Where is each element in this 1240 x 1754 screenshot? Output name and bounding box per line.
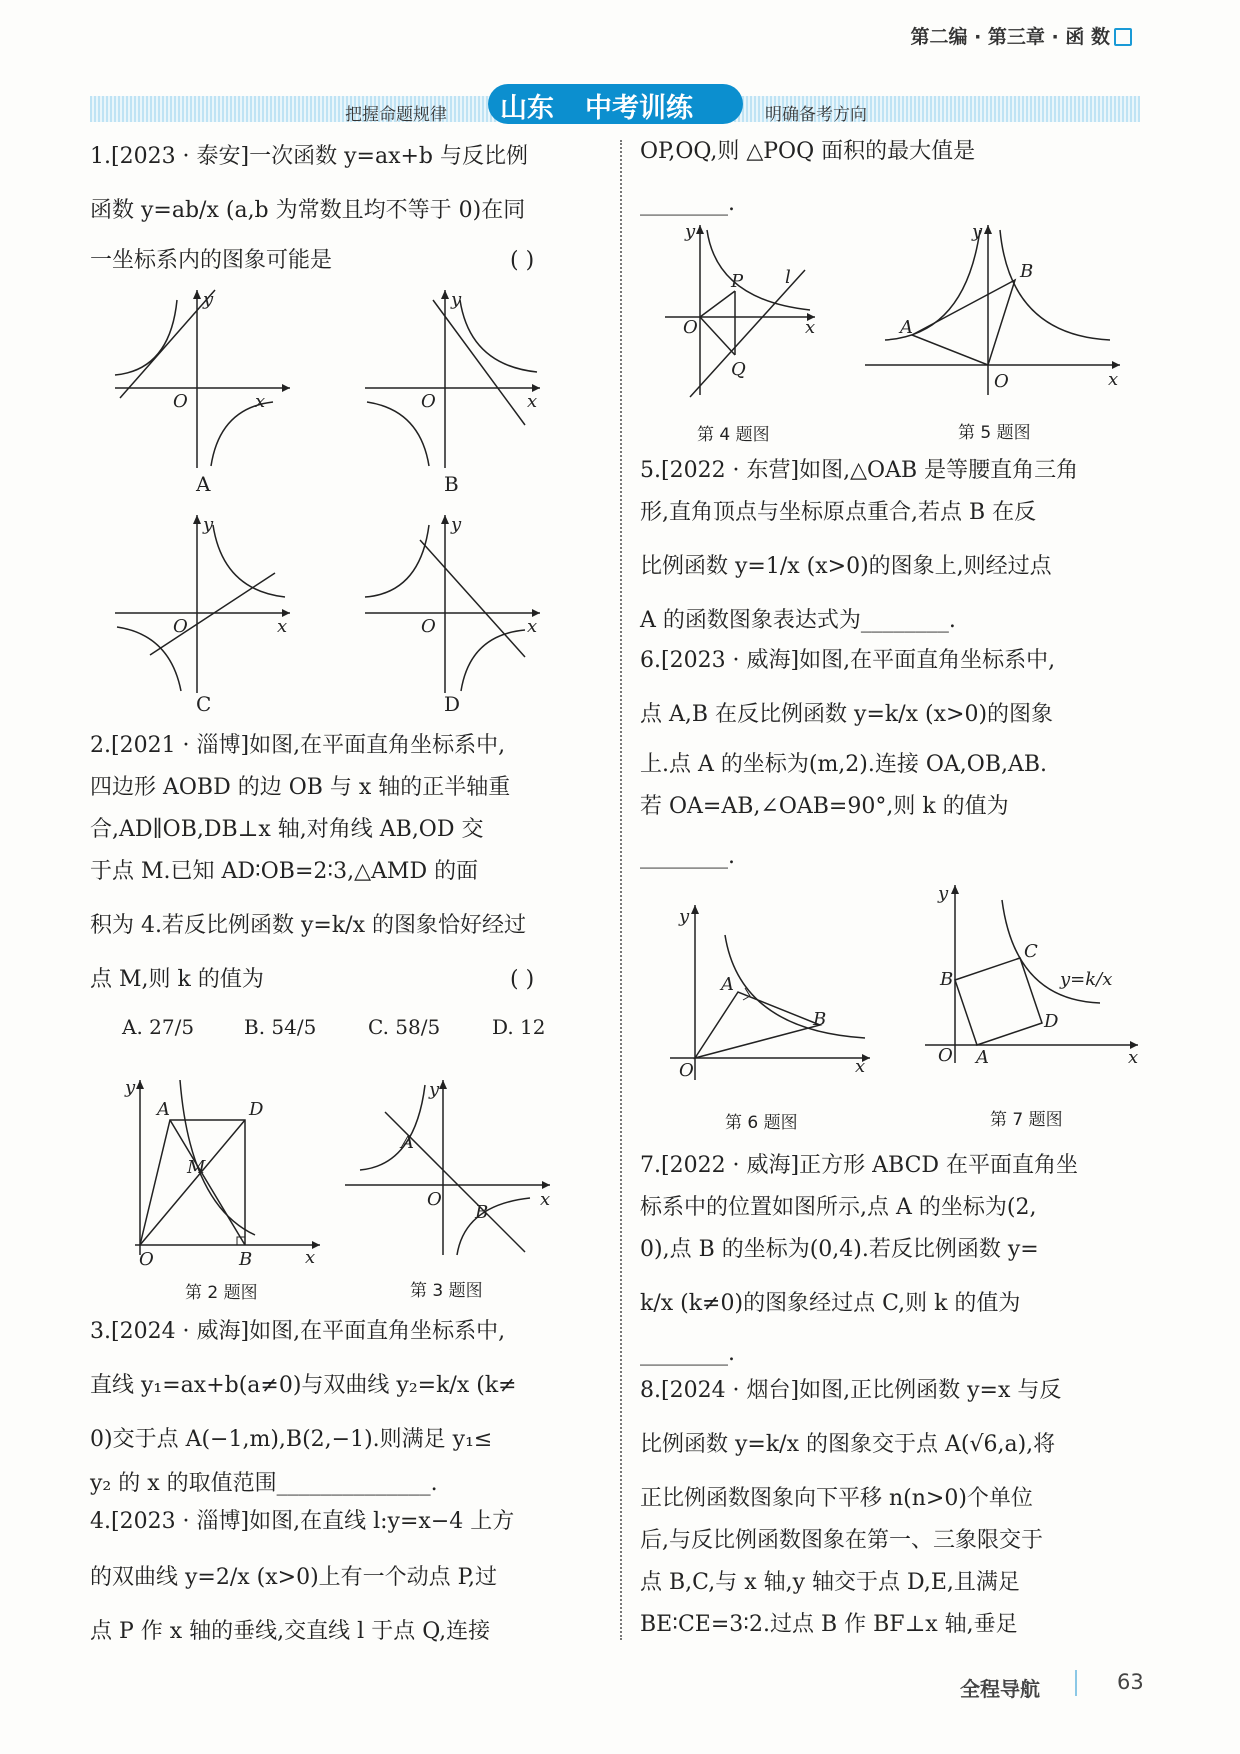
- footer-divider: [1075, 1670, 1077, 1696]
- svg-text:O: O: [679, 1060, 694, 1081]
- q2-line: 四边形 AOBD 的边 OB 与 x 轴的正半轴重: [90, 775, 511, 800]
- svg-text:O: O: [139, 1249, 154, 1270]
- figure-caption-q5: 第 5 题图: [958, 423, 1031, 443]
- svg-text:x: x: [255, 391, 266, 412]
- question-6: [640, 640, 1145, 878]
- q5-line: 5.[2022 · 东营]如图,△OAB 是等腰直角三角: [640, 458, 1079, 483]
- q1-line: 1.[2023 · 泰安]一次函数 y=ax+b 与反比例: [90, 144, 529, 169]
- svg-text:x: x: [305, 1247, 316, 1268]
- graph-option-a: [115, 290, 295, 470]
- svg-text:O: O: [938, 1045, 953, 1066]
- graph-option-c: [115, 515, 295, 695]
- q6-line: 若 OA=AB,∠OAB=90°,则 k 的值为: [640, 794, 1009, 819]
- svg-text:B: B: [940, 969, 954, 990]
- svg-text:B: B: [475, 1202, 489, 1223]
- q8-line: 点 B,C,与 x 轴,y 轴交于点 D,E,且满足: [640, 1570, 1020, 1595]
- q8-line: BE∶CE=3∶2.过点 B 作 BF⊥x 轴,垂足: [640, 1612, 1018, 1637]
- graph-option-d: [365, 515, 545, 695]
- banner-left-text: 把握命题规律: [345, 105, 447, 125]
- figure-caption-q4: 第 4 题图: [697, 425, 770, 445]
- q2-option-c: C. 58/5: [368, 1015, 441, 1039]
- svg-text:M: M: [187, 1157, 206, 1178]
- figure-q2: [125, 1075, 325, 1270]
- svg-text:A: A: [721, 974, 734, 995]
- svg-text:x: x: [527, 391, 538, 412]
- svg-text:x: x: [855, 1056, 866, 1077]
- q2-option-d: D. 12: [492, 1015, 546, 1039]
- figure-q6: [665, 900, 875, 1085]
- column-divider: [620, 140, 622, 1640]
- svg-text:P: P: [731, 271, 744, 292]
- q7-line: k/x (k≠0)的图象经过点 C,则 k 的值为: [640, 1291, 1021, 1316]
- svg-text:y: y: [203, 514, 214, 535]
- page-number: 63: [1117, 1670, 1144, 1694]
- q7-line: ________.: [640, 1341, 735, 1366]
- question-2: [90, 725, 600, 1001]
- svg-text:O: O: [683, 317, 698, 338]
- banner-right-text: 明确备考方向: [765, 105, 867, 125]
- svg-text:A: A: [157, 1099, 170, 1120]
- svg-text:A: A: [976, 1047, 989, 1068]
- q3-line: 直线 y₁=ax+b(a≠0)与双曲线 y₂=k/x (k≠: [90, 1373, 517, 1398]
- question-4-continued: [640, 130, 1145, 226]
- svg-text:y: y: [938, 883, 949, 904]
- figure-q5: [860, 221, 1130, 395]
- q4-line: 点 P 作 x 轴的垂线,交直线 l 于点 Q,连接: [90, 1619, 491, 1644]
- graph-option-b: [365, 290, 545, 470]
- figure-q4: [665, 221, 825, 405]
- q4-line: ________.: [640, 191, 735, 216]
- svg-text:Q: Q: [731, 359, 746, 380]
- svg-text:y: y: [679, 906, 690, 927]
- svg-text:B: B: [813, 1009, 827, 1030]
- svg-text:O: O: [994, 371, 1009, 392]
- q8-line: 比例函数 y=k/x 的图象交于点 A(√6,a),将: [640, 1432, 1056, 1457]
- svg-text:O: O: [421, 616, 436, 637]
- q4-line: OP,OQ,则 △POQ 面积的最大值是: [640, 139, 976, 164]
- q5-line: A 的函数图象表达式为________.: [640, 608, 956, 633]
- svg-text:D: D: [1044, 1011, 1059, 1032]
- svg-text:B: B: [1020, 261, 1034, 282]
- svg-text:O: O: [173, 391, 188, 412]
- q6-line: 6.[2023 · 威海]如图,在平面直角坐标系中,: [640, 648, 1056, 673]
- q2-line: 点 M,则 k 的值为 ( ): [90, 959, 600, 1001]
- option-label-a: A: [196, 472, 211, 496]
- q8-line: 8.[2024 · 烟台]如图,正比例函数 y=x 与反: [640, 1378, 1062, 1403]
- q3-line: 3.[2024 · 威海]如图,在平面直角坐标系中,: [90, 1319, 506, 1344]
- banner-title-2: 中考训练: [585, 93, 693, 124]
- chapter-breadcrumb: 第二编 · 第三章 · 函 数: [910, 26, 1110, 48]
- q2-option-b: B. 54/5: [244, 1015, 317, 1039]
- figure-q3: [345, 1080, 555, 1260]
- svg-text:O: O: [427, 1189, 442, 1210]
- figure-caption-q2: 第 2 题图: [185, 1283, 258, 1303]
- q2-line: 于点 M.已知 AD∶OB=2∶3,△AMD 的面: [90, 859, 479, 884]
- q7-line: 7.[2022 · 威海]正方形 ABCD 在平面直角坐: [640, 1153, 1079, 1178]
- q5-line: 形,直角顶点与坐标原点重合,若点 B 在反: [640, 500, 1037, 525]
- q2-line: 合,AD∥OB,DB⊥x 轴,对角线 AB,OD 交: [90, 817, 484, 842]
- footer-nav: 全程导航: [960, 1677, 1040, 1701]
- svg-text:x: x: [805, 317, 816, 338]
- answer-paren: ( ): [510, 248, 535, 273]
- svg-text:l: l: [785, 267, 791, 288]
- svg-text:O: O: [173, 616, 188, 637]
- banner-title-1: 山东: [500, 93, 554, 124]
- svg-text:y: y: [451, 289, 462, 310]
- q2-line: 2.[2021 · 淄博]如图,在平面直角坐标系中,: [90, 733, 506, 758]
- svg-text:y: y: [203, 289, 214, 310]
- figure-caption-q3: 第 3 题图: [410, 1281, 483, 1301]
- q3-line: 0)交于点 A(−1,m),B(2,−1).则满足 y₁≤: [90, 1427, 493, 1452]
- svg-text:x: x: [540, 1189, 551, 1210]
- figure-caption-q6: 第 6 题图: [725, 1113, 798, 1133]
- svg-text:y: y: [685, 221, 696, 242]
- q4-line: 4.[2023 · 淄博]如图,在直线 l:y=x−4 上方: [90, 1509, 515, 1534]
- svg-text:B: B: [239, 1249, 253, 1270]
- svg-text:D: D: [249, 1099, 264, 1120]
- q5-line: 比例函数 y=1/x (x>0)的图象上,则经过点: [640, 554, 1052, 579]
- svg-text:x: x: [277, 616, 288, 637]
- question-1: [90, 135, 600, 283]
- q7-line: 0),点 B 的坐标为(0,4).若反比例函数 y=: [640, 1237, 1039, 1262]
- question-5: [640, 450, 1145, 642]
- svg-text:A: A: [900, 317, 913, 338]
- q4-line: 的双曲线 y=2/x (x>0)上有一个动点 P,过: [90, 1565, 498, 1590]
- q2-option-a: A. 27/5: [122, 1015, 195, 1039]
- question-8: [640, 1370, 1145, 1646]
- q6-line: ________.: [640, 844, 735, 869]
- svg-text:y: y: [125, 1077, 136, 1098]
- svg-text:x: x: [1108, 369, 1119, 390]
- option-label-c: C: [196, 692, 212, 716]
- question-7: [640, 1145, 1145, 1375]
- check-icon: [1114, 28, 1132, 46]
- svg-text:y: y: [972, 221, 983, 242]
- svg-text:A: A: [401, 1132, 414, 1153]
- svg-text:x: x: [527, 616, 538, 637]
- q2-line: 积为 4.若反比例函数 y=k/x 的图象恰好经过: [90, 913, 526, 938]
- option-label-d: D: [444, 692, 461, 716]
- q1-line: 函数 y=ab/x (a,b 为常数且均不等于 0)在同: [90, 198, 526, 223]
- q1-line: 一坐标系内的图象可能是 ( ): [90, 239, 600, 283]
- svg-text:x: x: [1128, 1047, 1139, 1068]
- svg-text:y: y: [429, 1079, 440, 1100]
- figure-q7: [920, 883, 1145, 1068]
- question-4: [90, 1500, 600, 1654]
- svg-text:O: O: [421, 391, 436, 412]
- option-label-b: B: [444, 472, 459, 496]
- question-3: [90, 1310, 600, 1506]
- q7-line: 标系中的位置如图所示,点 A 的坐标为(2,: [640, 1195, 1037, 1220]
- answer-paren: ( ): [510, 967, 535, 992]
- curve-label: y=k/x: [1060, 969, 1113, 990]
- figure-caption-q7: 第 7 题图: [990, 1110, 1063, 1130]
- q8-line: 正比例函数图象向下平移 n(n>0)个单位: [640, 1486, 1033, 1511]
- svg-text:C: C: [1024, 941, 1038, 962]
- q8-line: 后,与反比例函数图象在第一、三象限交于: [640, 1528, 1043, 1553]
- q6-line: 上.点 A 的坐标为(m,2).连接 OA,OB,AB.: [640, 752, 1048, 777]
- svg-text:y: y: [451, 514, 462, 535]
- q6-line: 点 A,B 在反比例函数 y=k/x (x>0)的图象: [640, 702, 1054, 727]
- q3-line: y₂ 的 x 的取值范围______________.: [90, 1471, 438, 1496]
